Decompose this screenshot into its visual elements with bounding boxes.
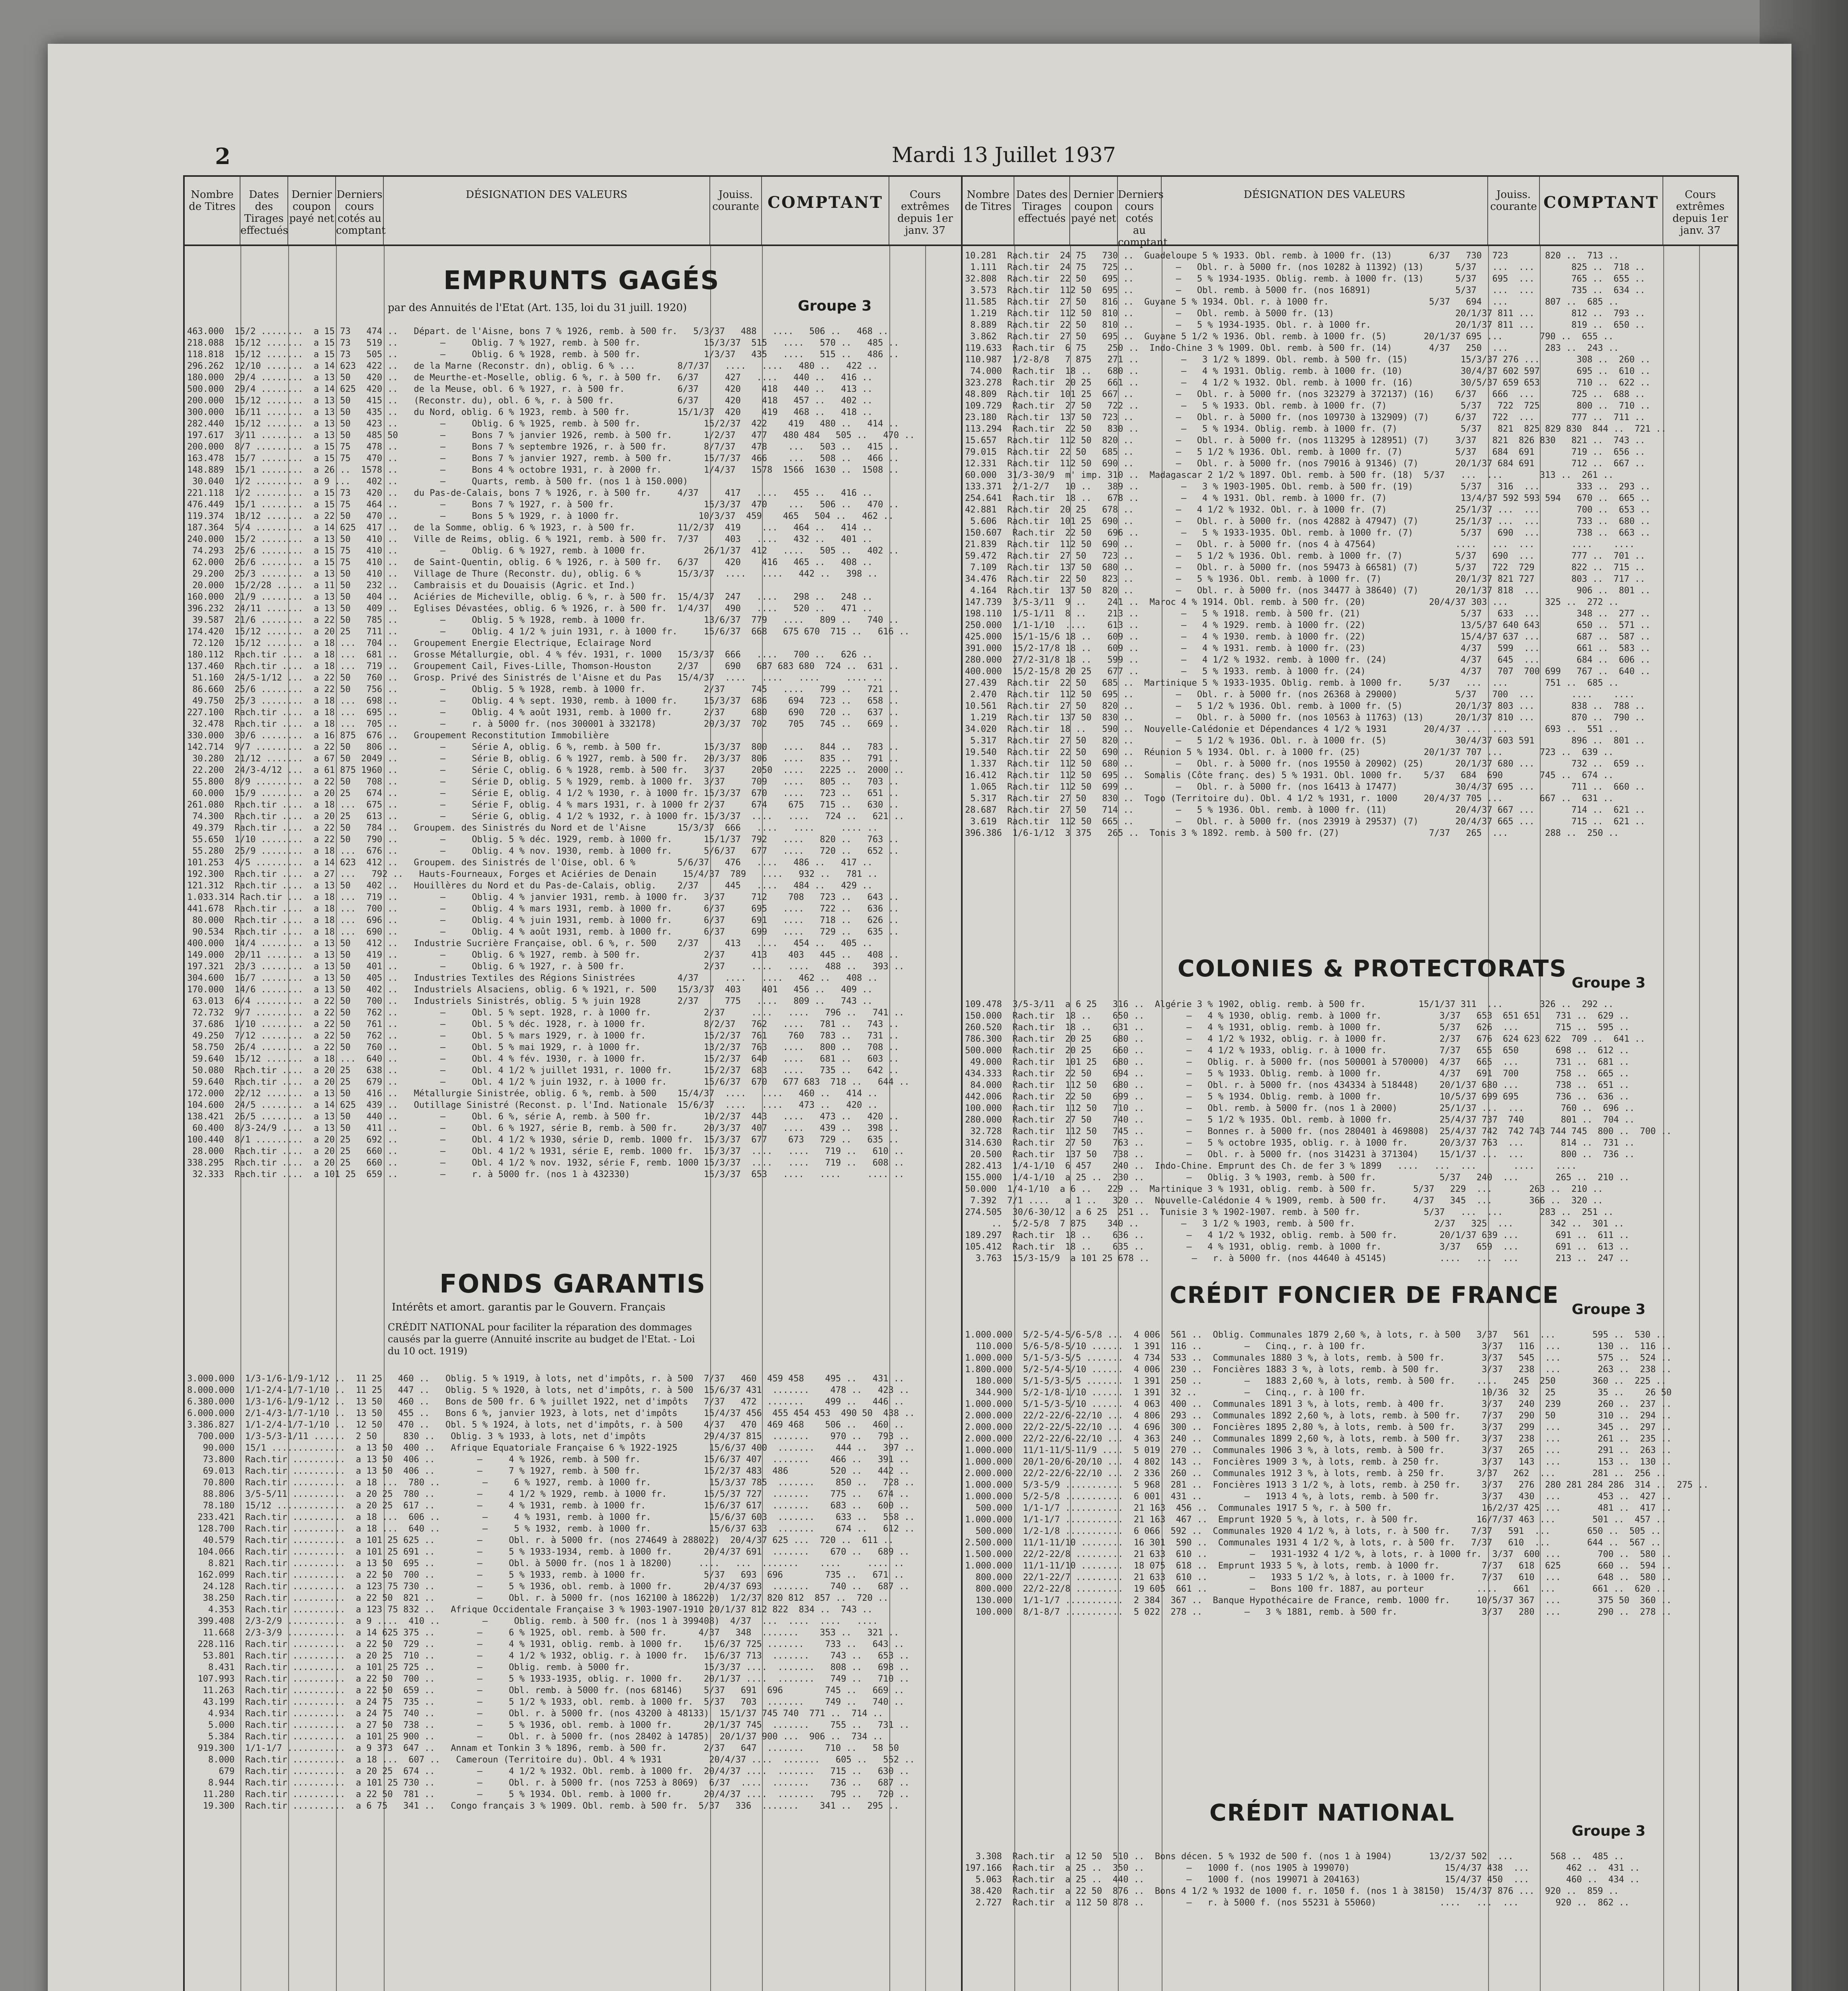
listing-row: 4.934 Rach.tir .......... a 24 75 740 .. — Obl. r. à 5000 fr. (nos 43200 à 48133) 15/1/37 745 740 771 .. 714 .. [187, 1709, 883, 1719]
col-designation-r: DÉSIGNATION DES VALEURS [1162, 177, 1488, 244]
listing-row: 5.317 Rach.tir 27 50 820 .. — 5 1/2 % 1936. Obl. r. à 1000 fr. (5) 30/4/37 603 591 896 .. 801 .. [965, 736, 1645, 746]
listing-row: 679 Rach.tir .......... a 20 25 674 .. — 4 1/2 % 1932. Obl. remb. à 1000 fr. 20/4/37 .... ....... 715 .. 630 .. [187, 1766, 910, 1776]
listing-row: 29.200 25/3 ........ a 13 50 410 .. Village de Thure (Reconstr. du), oblig. 6 % 15/3/37 .... .... 442 .. 398 .. [187, 569, 878, 579]
listing-row: 8.821 Rach.tir .......... a 13 50 695 .. — Obl. à 5000 fr. (nos 1 à 18200) .... ... ....... .... .... .. [187, 1559, 904, 1569]
listing-row: 197.617 3/11 ........ a 13 50 485 50 — Bons 7 % janvier 1926, remb. à 500 fr. 1/2/37 477 480 484 505 .. 470 .. [187, 430, 915, 440]
listing-row: 69.013 Rach.tir .......... a 13 50 406 .. — 7 % 1927, remb. à 500 fr. 15/2/37 483 486 520 .. 442 .. [187, 1466, 910, 1476]
listing-row: 463.000 15/2 ........ a 15 73 474 .. Départ. de l'Aisne, bons 7 % 1926, remb. à 500 fr. 5/3/37 488 .... 506 .. 468 .. [187, 327, 889, 336]
listing-row: 2.000.000 22/2-22/6-22/10 ... 4 363 240 .. Communales 1899 2,60 %, à lots, remb. à 500 fr. 3/37 238 ... 261 .. 235 .. [965, 1434, 1672, 1444]
listing-row: 16.412 Rach.tir 112 50 695 .. Somalis (Côte franç. des) 5 % 1931. Obl. 1000 fr. 5/37 684 690 745 .. 674 .. [965, 771, 1614, 780]
col-comptant-r: COMPTANT [1540, 177, 1663, 244]
listing-row: 49.250 7/12 ........ a 22 50 762 .. — Obl. 5 % mars 1929, r. à 1000 fr. 15/2/37 761 760 783 .. 731 .. [187, 1031, 899, 1041]
section-title-credit-foncier: CRÉDIT FONCIER DE FRANCE [1170, 1281, 1559, 1308]
listing-row: 19.540 Rach.tir 22 50 690 .. Réunion 5 % 1934. Obl. r. à 1000 fr. (25) 20/1/37 707 ... 723 .. 639 .. [965, 747, 1614, 757]
credit-national-heading: CRÉDIT NATIONAL pour faciliter la réparation des dommages causés par la guerre (Annuité inscrite au budget de l'Etat. - Loi du 10 oct. 1919) [388, 1322, 695, 1357]
listing-row: 8.431 Rach.tir .......... a 101 25 725 .. — Oblig. remb. à 5000 fr. 15/3/37 .... ....... 808 .. 698 .. [187, 1662, 910, 1672]
col-nombre-titres-r: Nombre de Titres [963, 177, 1014, 244]
listing-row: 172.000 22/12 ....... a 13 50 416 .. Métallurgie Sinistrée, oblig. 6 %, remb. à 500 15/4/37 .... .... 460 .. 414 .. [187, 1089, 878, 1099]
listing-row: 28.000 Rach.tir .... a 20 25 660 .. — Obl. 4 1/2 % 1931, série E, remb. 1000 fr. 15/3/37 .... .... 719 .. 610 .. [187, 1146, 904, 1156]
left-listing-block-b [187, 1373, 959, 1991]
listing-row: 344.900 5/2-1/8-1/10 ...... 1 391 32 .. — Cinq., r. à 100 fr. 10/36 32 25 35 .. 26 50 [965, 1388, 1672, 1398]
listing-row: 55.650 1/10 ........ a 22 50 790 .. — Oblig. 5 % déc. 1929, remb. à 1000 fr. 15/1/37 792 .... 820 .. 763 .. [187, 835, 899, 845]
listing-row: 197.166 Rach.tir a 25 .. 350 .. — 1000 f. (nos 1905 à 199070) 15/4/37 438 ... 462 .. 431 .. [965, 1863, 1640, 1873]
listing-row: 73.800 Rach.tir .......... a 13 50 406 .. — 4 % 1926, remb. à 500 fr. 15/6/37 407 ....... 466 .. 391 .. [187, 1455, 910, 1465]
listing-row: 11.668 2/3-3/9 ........... a 14 625 375 .. — 6 % 1925, obl. remb. à 500 fr. 4/37 348 ....... 353 .. 321 .. [187, 1628, 899, 1638]
listing-row: 58.750 26/4 ........ a 22 50 760 .. — Obl. 5 % mai 1929, r. à 1000 fr. 13/2/37 763 .... 800 .. 708 .. [187, 1042, 899, 1052]
listing-row: 49.000 Rach.tir 101 25 680 .. — Oblig. r. à 5000 fr. (nos 500001 à 570000) 4/37 665 ... 731 .. 681 .. [965, 1057, 1629, 1067]
listing-row: 30.040 1/2 ......... a 9 ... 402 .. — Quarts, remb. à 500 fr. (nos 1 à 150.000) [187, 477, 688, 487]
listing-row: 74.000 Rach.tir 18 .. 680 .. — 4 % 1931. Oblig. remb. à 1000 fr. (10) 30/4/37 602 597 695 .. 610 .. [965, 366, 1651, 376]
listing-row: 5.063 Rach.tir a 25 .. 440 .. — 1000 f. (nos 199071 à 204163) 15/4/37 450 ... 460 .. 434 .. [965, 1875, 1640, 1885]
listing-row: 53.801 Rach.tir .......... a 20 25 710 .. — 4 1/2 % 1932, oblig. r. à 1000 fr. 15/6/37 713 ....... 743 .. 653 .. [187, 1651, 910, 1661]
col-dernier-coupon-r: Dernier coupon payé net [1070, 177, 1118, 244]
listing-row: 51.160 24/5-1/12 ... a 22 50 760 .. Grosp. Privé des Sinistrés de l'Aisne et du Pas 15/4/37 .... .... .... .... .. [187, 673, 883, 683]
listing-row: 21.839 Rach.tir 112 50 690 .. — Obl. r. à 5000 fr. (nos 4 à 47564) .... ... ... .... .... [965, 540, 1635, 550]
listing-row: 24.128 Rach.tir .......... a 123 75 730 .. — 5 % 1936, obl. remb. à 1000 fr. 20/4/37 693 ....... 740 .. 687 .. [187, 1582, 910, 1592]
listing-row: 187.364 5/4 ......... a 14 625 417 .. de la Somme, oblig. 6 % 1923, r. à 500 fr. 11/2/37 419 ... 464 .. 414 .. [187, 523, 873, 533]
listing-row: 425.000 15/1-15/6 18 .. 609 .. — 4 % 1930. remb. à 1000 fr. (22) 15/4/37 637 ... 687 .. 587 .. [965, 632, 1651, 642]
listing-row: 10.281 Rach.tir 24 75 730 .. Guadeloupe 5 % 1933. Obl. remb. à 1000 fr. (13) 6/37 730 723 820 .. 713 .. [965, 251, 1619, 261]
listing-row: 5.000 Rach.tir .......... a 27 50 738 .. — 5 % 1936, obl. remb. à 1000 fr. 20/1/37 745 ....... 755 .. 731 .. [187, 1720, 910, 1730]
listing-row: 7.109 Rach.tir 137 50 680 .. — Obl. r. à 5000 fr. (nos 59473 à 66581) (7) 5/37 722 729 822 .. 715 .. [965, 563, 1645, 573]
listing-row: 11.585 Rach.tir 27 50 816 .. Guyane 5 % 1934. Obl. r. à 1000 fr. 5/37 694 ... 807 .. 685 .. [965, 297, 1619, 307]
listing-row: 3.386.827 1/1-2/4-1/7-1/10 .. 12 50 470 .. Obl. 5 % 1924, à lots, net d'impôts, r. à 500 4/37 470 469 468 506 .. 460 .. [187, 1420, 904, 1430]
listing-row: 228.116 Rach.tir .......... a 22 50 729 .. — 4 % 1931, oblig. remb. à 1000 fr. 15/6/37 725 ....... 733 .. 643 .. [187, 1639, 904, 1649]
listing-row: 180.112 Rach.tir .... a 18 ... 681 .. Grosse Métallurgie, obl. 4 % fév. 1931, r. 1000 15/3/37 666 .... 700 .. 626 .. [187, 650, 873, 660]
listing-row: 8.889 Rach.tir 22 50 810 .. — 5 % 1934-1935. Obl. r. à 1000 fr. 20/1/37 811 ... 819 .. 650 .. [965, 320, 1645, 330]
stock-listing-table [183, 175, 1739, 1991]
right-listing-block-d [965, 1851, 1736, 1930]
listing-row: 5.384 Rach.tir .......... a 101 25 900 .. — Obl. r. à 5000 fr. (nos 28402 à 14785) 20/1/37 900 ... 906 .. 734 .. [187, 1732, 883, 1742]
listing-row: 1.000.000 11/1-11/10 ........ 18 075 618 .. Emprunt 1933 5 %, à lots, remb. à 1000 fr. 7/37 618 625 660 .. 594 .. [965, 1561, 1672, 1571]
right-listing-block-b [965, 999, 1736, 1277]
listing-row: 442.006 Rach.tir 22 50 699 .. — 5 % 1934. Oblig. remb. à 1000 fr. 10/5/37 699 695 736 .. 636 .. [965, 1092, 1629, 1102]
listing-row: 180.000 29/4 ........ a 13 50 420 .. de Meurthe-et-Moselle, oblig. 6 %, r. à 500 fr. 6/37 427 .... 440 .. 416 .. [187, 373, 873, 383]
listing-row: 4.353 Rach.tir .......... a 123 75 832 .. Afrique Occidentale Française 3 % 1903-1907-1910 20/1/37 812 822 834 .. 743 .. [187, 1605, 873, 1615]
listing-row: 101.253 4/5 ......... a 14 623 412 .. Groupem. des Sinistrés de l'Oise, obl. 6 % 5/6/37 476 .... 486 .. 417 .. [187, 858, 873, 868]
listing-row: 100.000 Rach.tir 112 50 710 .. — Obl. remb. à 5000 fr. (nos 1 à 2000) 25/1/37 ... ... 760 .. 696 .. [965, 1103, 1635, 1113]
listing-row: 2.727 Rach.tir a 112 50 878 .. — r. à 5000 f. (nos 55231 à 55060) .... ... ... 920 .. 862 .. [965, 1898, 1629, 1908]
col-jouiss-r: Jouiss. courante [1488, 177, 1540, 244]
listing-row: 150.000 Rach.tir 18 .. 650 .. — 4 % 1930, oblig. remb. à 1000 fr. 3/37 653 651 651 731 .. 629 .. [965, 1011, 1629, 1021]
listing-row: 34.476 Rach.tir 22 50 823 .. — 5 % 1936. Obl. remb. à 1000 fr. (7) 20/1/37 821 727 803 .. 717 .. [965, 574, 1645, 584]
listing-row: 38.250 Rach.tir .......... a 22 50 821 .. — Obl. r. à 5000 fr. (nos 162100 à 186220) 1/2/37 820 812 857 .. 720 .. [187, 1593, 889, 1603]
listing-row: 240.000 15/2 ........ a 13 50 410 .. Ville de Reims, oblig. 6 % 1921, remb. à 500 fr. 7/37 403 .... 432 .. 401 .. [187, 534, 873, 544]
listing-row: 200.000 8/7 ......... a 15 75 478 .. — Bons 7 % septembre 1926, r. à 500 fr. 8/7/37 478 ... 503 .. 415 .. [187, 442, 899, 452]
listing-row: 20.500 Rach.tir 137 50 738 .. — Obl. r. à 5000 fr. (nos 314231 à 371304) 15/1/37 ... ... 800 .. 736 .. [965, 1150, 1635, 1160]
listing-row: 1.000.000 5/1-5/3-5/5 ....... 4 734 533 .. Communales 1880 3 %, à lots, remb. à 500 fr. 3/37 545 ... 575 .. 524 .. [965, 1353, 1672, 1363]
listing-row: 2.000.000 22/2-22/6-22/10 ... 2 336 260 .. Communales 1912 3 %, à lots, remb. à 250 fr. 3/37 262 ... 281 .. 256 .. [965, 1469, 1666, 1479]
listing-row: 2.000.000 22/2-22/6-22/10 ... 4 806 293 .. Communales 1892 2,60 %, à lots, remb. à 500 fr. 7/37 290 50 310 .. 294 .. [965, 1411, 1672, 1421]
listing-row: 434.333 Rach.tir 22 50 694 .. — 5 % 1933. Oblig. remb. à 1000 fr. 4/37 691 700 758 .. 665 .. [965, 1069, 1629, 1079]
listing-row: 391.000 15/2-17/8 18 .. 609 .. — 4 % 1931. remb. à 1000 fr. (23) 4/37 599 ... 661 .. 583 .. [965, 643, 1651, 653]
listing-row: 110.987 1/2-8/8 7 875 271 .. — 3 1/2 % 1899. Obl. remb. à 500 fr. (15) 15/3/37 276 ... 308 .. 260 .. [965, 355, 1651, 365]
listing-row: 74.293 25/6 ........ a 15 75 410 .. — Oblig. 6 % 1927, remb. à 1000 fr. 26/1/37 412 .... 505 .. 402 .. [187, 546, 899, 556]
listing-row: 1.219 Rach.tir 112 50 810 .. — Obl. remb. à 5000 fr. (13) 20/1/37 811 ... 812 .. 793 .. [965, 309, 1645, 319]
col-designation: DÉSIGNATION DES VALEURS [384, 177, 710, 244]
listing-row: 137.460 Rach.tir .... a 18 ... 719 .. Groupement Cail, Fives-Lille, Thomson-Houston 2/37 690 687 683 680 724 .. 631 .. [187, 661, 899, 671]
listing-row: 121.312 Rach.tir .... a 13 50 402 .. Houillères du Nord et du Pas-de-Calais, oblig. 2/37 445 .... 484 .. 429 .. [187, 881, 873, 891]
listing-row: 62.000 26/6 ........ a 15 75 410 .. de Saint-Quentin, oblig. 6 % 1926, r. à 500 fr. 6/37 420 416 465 .. 408 .. [187, 557, 873, 567]
listing-row: 274.505 30/6-30/12 a 6 25 251 .. Tunisie 3 % 1902-1907. remb. à 500 fr. 5/37 ... ... 283 .. 251 .. [965, 1207, 1614, 1217]
listing-row: 55.800 8/9 ......... a 22 50 708 .. — Série D, oblig. 5 % 1929, remb. à 1000 fr. 3/37 709 .... 805 .. 703 .. [187, 777, 899, 787]
left-column-headers [185, 177, 961, 246]
listing-row: 1.000.000 20/1-20/6-20/10 ... 4 802 143 .. Foncières 1909 3 %, à lots, remb. à 250 fr. 3/37 143 ... 153 .. 130 .. [965, 1457, 1672, 1467]
listing-row: 138.421 26/5 ........ a 13 50 440 .. — Obl. 6 %, série A, remb. à 500 fr. 10/2/37 443 .... 473 .. 420 .. [187, 1112, 899, 1122]
listing-row: 22.200 24/3-4/12 ... a 61 875 1960 .. — Série C, oblig. 6 % 1928, remb. à 500 fr. 3/37 2050 .... 2225 .. 2000 .. [187, 765, 904, 775]
listing-row: 300.000 16/11 ....... a 13 50 435 .. du Nord, oblig. 6 % 1923, remb. à 500 fr. 15/1/37 420 419 468 .. 418 .. [187, 407, 873, 417]
listing-row: 84.000 Rach.tir 112 50 680 .. — Obl. r. à 5000 fr. (nos 434334 à 518448) 20/1/37 680 ... 738 .. 651 .. [965, 1080, 1629, 1090]
listing-row: 192.300 Rach.tir .... a 27 ... 792 .. Hauts-Fourneaux, Forges et Aciéries de Denain 15/4/37 789 .... 932 .. 781 .. [187, 869, 878, 879]
listing-row: 50.000 1/4-1/10 a 6 .. 229 .. Martinique 3 % 1931, oblig. remb. à 500 fr. 5/37 229 ... 263 .. 210 .. [965, 1184, 1603, 1194]
listing-row: 200.000 15/12 ....... a 13 50 415 .. (Reconstr. du), obl. 6 %, r. à 500 fr. 6/37 420 418 457 .. 402 .. [187, 396, 873, 406]
listing-row: 500.000 1/1-1/7 ........... 21 163 456 .. Communales 1917 5 %, r. à 500 fr. 16/2/37 425 ... 481 .. 417 .. [965, 1503, 1672, 1513]
listing-row: 6.000.000 2/1-4/3-1/7-1/10 .. 13 50 455 .. Bons 6 %, janvier 1923, à lots, net d'impôts 15/4/37 456 455 454 453 490 50 438 .. [187, 1408, 915, 1418]
listing-row: 49.750 25/3 ........ a 18 ... 698 .. — Oblig. 4 % sept. 1930, remb. à 1000 fr. 15/3/37 686 694 723 .. 658 .. [187, 696, 899, 706]
listing-row: 100.000 8/1-8/7 ........... 5 022 278 .. — 3 % 1881, remb. à 500 fr. 3/37 280 ... 290 .. 278 .. [965, 1607, 1672, 1617]
col-derniers-cours: Derniers cours cotés au comptant [336, 177, 384, 244]
listing-row: 10.561 Rach.tir 27 50 820 .. — 5 1/2 % 1936. Obl. remb. à 1000 fr. (5) 20/1/37 803 ... 838 .. 788 .. [965, 701, 1645, 711]
listing-row: 260.520 Rach.tir 18 .. 631 .. — 4 % 1931, oblig. remb. à 1000 fr. 5/37 626 ... 715 .. 595 .. [965, 1023, 1629, 1033]
listing-row: 147.739 3/5-3/11 9 .. 241 .. Maroc 4 % 1914. Obl. remb. à 500 fr. (20) 20/4/37 303 ... 325 .. 272 .. [965, 597, 1619, 607]
listing-row: 30.280 21/12 ....... a 67 50 2049 .. — Série B, oblig. 6 % 1927, remb. à 500 fr. 20/3/37 806 .... 835 .. 791 .. [187, 754, 899, 764]
listing-row: 1.337 Rach.tir 112 50 680 .. — Obl. r. à 5000 fr. (nos 19550 à 20902) (25) 20/1/37 680 ... 732 .. 659 .. [965, 759, 1645, 769]
listing-row: 700.000 1/3-5/3-1/11 ...... 2 50 830 .. Oblig. 3 % 1933, à lots, net d'impôts 29/4/37 815 ....... 970 .. 793 .. [187, 1432, 910, 1441]
listing-row: 400.000 15/2-15/8 20 25 677 .. — 5 % 1933. remb. à 1000 fr. (24) 4/37 707 700 699 767 .. 640 .. [965, 667, 1651, 677]
right-half [963, 177, 1737, 1991]
listing-row: 786.300 Rach.tir 20 25 680 .. — 4 1/2 % 1932, oblig. r. à 1000 fr. 2/37 676 624 623 622 709 .. 641 .. [965, 1034, 1645, 1044]
listing-row: 5.606 Rach.tir 101 25 690 .. — Obl. r. à 5000 fr. (nos 42882 à 47947) (7) 25/1/37 ... ... 733 .. 680 .. [965, 516, 1651, 526]
listing-row: 1.000.000 1/1-1/7 ........... 21 163 467 .. Emprunt 1920 5 %, à lots, r. à 500 fr. 16/7/37 463 ... 501 .. 457 .. [965, 1515, 1666, 1525]
listing-row: 50.080 Rach.tir .... a 20 25 638 .. — Obl. 4 1/2 % juillet 1931, r. 1000 fr. 15/2/37 683 .... 735 .. 642 .. [187, 1066, 899, 1076]
listing-row: 919.300 1/1-1/7 ........... a 9 373 647 .. Annam et Tonkin 3 % 1896, remb. à 500 fr. 2/37 647 ....... 710 .. 58 50 [187, 1743, 899, 1753]
listing-row: 1.219 Rach.tir 137 50 830 .. — Obl. r. à 5000 fr. (nos 10563 à 11763) (13) 20/1/37 810 ... 870 .. 790 .. [965, 713, 1645, 723]
listing-row: 800.000 22/1-22/7 ......... 21 633 610 .. — 1933 5 1/2 %, à lots, r. à 1000 fr. 7/37 610 ... 648 .. 580 .. [965, 1572, 1672, 1582]
listing-row: 280.000 27/2-31/8 18 .. 599 .. — 4 1/2 % 1932. remb. à 1000 fr. (24) 4/37 645 ... 684 .. 606 .. [965, 655, 1651, 665]
listing-row: 55.280 25/9 ........ a 18 ... 676 .. — Oblig. 4 % nov. 1930, remb. à 1000 fr. 5/6/37 677 .... 720 .. 652 .. [187, 846, 899, 856]
listing-row: 133.371 2/1-2/7 10 .. 389 .. — 3 % 1903-1905. Obl. remb. à 500 fr. (19) 5/37 316 ... 333 .. 293 .. [965, 482, 1651, 492]
listing-row: 59.640 15/12 ....... a 18 ... 640 .. — Obl. 4 % fév. 1930, r. à 1000 fr. 15/2/37 640 .... 681 .. 603 .. [187, 1054, 899, 1064]
listing-row: 107.993 Rach.tir .......... a 22 50 700 .. — 5 % 1933-1935, oblig. r. 1000 fr. 20/1/37 .... ....... 749 .. 710 .. [187, 1674, 910, 1684]
listing-row: 128.700 Rach.tir .......... a 18 ... 640 .. — 5 % 1932, remb. à 1000 fr. 15/6/37 633 ....... 674 .. 612 .. [187, 1524, 915, 1534]
col-cours-extremes-r: Cours extrêmes depuis 1er janv. 37 [1672, 189, 1728, 237]
listing-row: 3.573 Rach.tir 112 50 695 .. — Obl. remb. à 5000 fr. (nos 16891) 5/37 ... ... 735 .. 634 .. [965, 286, 1645, 295]
listing-row: 1.065 Rach.tir 112 50 699 .. — Obl. r. à 5000 fr. (nos 16413 à 17477) 30/4/37 695 ... 711 .. 660 .. [965, 782, 1645, 792]
listing-row: 6.380.000 1/3-1/6-1/9-1/12 .. 13 50 460 .. Bons de 500 fr. 6 % juillet 1922, net d'impôts 7/37 472 ....... 499 .. 446 .. [187, 1397, 904, 1407]
listing-row: 150.607 Rach.tir 22 50 696 .. — 5 % 1933-1935. Obl. remb. à 1000 fr. (7) 5/37 690 ... 738 .. 663 .. [965, 528, 1651, 538]
listing-row: 12.331 Rach.tir 112 50 690 .. — Obl. r. à 5000 fr. (nos 79016 à 91346) (7) 20/1/37 684 691 712 .. 667 .. [965, 459, 1645, 469]
listing-row: 15.657 Rach.tir 112 50 820 .. — Obl. r. à 5000 fr. (nos 113295 à 128951) (7) 3/37 821 826 830 821 .. 743 .. [965, 436, 1645, 446]
listing-row: 104.066 Rach.tir .......... a 101 25 691 .. — 5 % 1933-1934, remb. à 1000 fr. 20/4/37 691 ....... 670 .. 689 .. [187, 1547, 910, 1557]
listing-row: 60.400 8/3-24/9 .... a 13 50 411 .. — Obl. 6 % 1927, série B, remb. à 500 fr. 20/3/37 407 .... 439 .. 398 .. [187, 1123, 899, 1133]
listing-row: 2.000.000 22/2-22/5-22/10 ... 4 696 300 .. Foncières 1895 2,80 %, à lots, remb. à 500 fr. 3/37 299 ... 345 .. 297 .. [965, 1422, 1672, 1432]
listing-row: 218.088 15/12 ....... a 15 73 519 .. — Oblig. 7 % 1927, remb. à 500 fr. 15/3/37 515 .... 570 .. 485 .. [187, 338, 899, 348]
listing-row: 170.000 14/6 ........ a 13 50 402 .. Industriels Alsaciens, oblig. 6 % 1921, r. 500 15/3/37 403 401 456 .. 409 .. [187, 985, 873, 995]
listing-row: 296.262 12/10 ....... a 14 623 422 .. de la Marne (Reconstr. dn), oblig. 6 % ... 8/7/37 .... .... 480 .. 422 .. [187, 361, 878, 371]
listing-row: 163.478 15/7 ........ a 15 75 470 .. — Bons 7 % janvier 1927, remb. à 500 fr. 15/7/37 466 ... 508 .. 466 .. [187, 454, 899, 464]
listing-row: 88.806 3/5-5/11 .......... a 20 25 780 .. — 4 1/2 % 1929, remb. à 1000 fr. 15/5/37 727 ....... 775 .. 674 .. [187, 1489, 910, 1499]
listing-row: 104.600 24/5 ........ a 14 625 439 .. Outillage Sinistré (Reconst. p. l'Ind. Nationale 15/6/37 .... .... 473 .. 420 .. [187, 1100, 878, 1110]
listing-row: 90.000 15/1 .............. a 13 50 400 .. Afrique Equatoriale Française 6 % 1922-1925 15/6/37 400 ....... 444 .. 397 .. [187, 1443, 915, 1453]
listing-row: 149.000 20/11 ....... a 13 50 419 .. — Oblig. 6 % 1927, remb. à 500 fr. 2/37 413 403 445 .. 408 .. [187, 950, 899, 960]
listing-row: 90.534 Rach.tir .... a 18 ... 690 .. — Oblig. 4 % août 1931, remb. à 1000 fr. 6/37 699 .... 729 .. 635 .. [187, 927, 899, 937]
listing-row: 34.020 Rach.tir 18 .. 590 .. Nouvelle-Calédonie et Dépendances 4 1/2 % 1931 20/4/37 ... ... 693 .. 551 .. [965, 724, 1619, 734]
listing-row: 250.000 1/1-1/10 .... 613 .. — 4 % 1929. remb. à 1000 fr. (22) 13/5/37 640 643 650 .. 571 .. [965, 620, 1651, 630]
listing-row: 2.470 Rach.tir 112 50 695 .. — Obl. r. à 5000 fr. (nos 26368 à 29000) 5/37 700 ... .... .... [965, 690, 1635, 700]
left-half [185, 177, 963, 1991]
listing-row: 1.000.000 5/2-5/4-5/6-5/8 ... 4 006 561 .. Oblig. Communales 1879 2,60 %, à lots, r. à 500 3/37 561 ... 595 .. 530 .. [965, 1330, 1666, 1340]
listing-row: 3.000.000 1/3-1/6-1/9-1/12 .. 11 25 460 .. Oblig. 5 % 1919, à lots, net d'impôts, r. à 500 7/37 460 459 458 495 .. 431 .. [187, 1374, 904, 1384]
listing-row: 60.000 15/9 ........ a 20 25 674 .. — Série E, oblig. 4 1/2 % 1930, r. à 1000 fr. 15/3/37 670 .... 723 .. 651 .. [187, 788, 899, 798]
col-cours-extremes: Cours extrêmes depuis 1er janv. 37 [897, 189, 953, 237]
right-listing-block-a [965, 250, 1736, 947]
listing-row: 233.421 Rach.tir .......... a 18 ... 606 .. — 4 % 1931, remb. à 1000 fr. 15/6/37 603 ....... 633 .. 558 .. [187, 1512, 915, 1522]
col-nombre-titres: Nombre de Titres [185, 177, 240, 244]
listing-row: 100.440 8/1 ......... a 20 25 692 .. — Obl. 4 1/2 % 1930, série D, remb. 1000 fr. 15/3/37 677 673 729 .. 635 .. [187, 1135, 899, 1145]
listing-row: 282.413 1/4-1/10 6 457 240 .. Indo-Chine. Emprunt des Ch. de fer 3 % 1899 .... ... ... .... .... [965, 1161, 1577, 1171]
listing-row: 180.000 5/1-5/3-5/5 ....... 1 391 250 .. — 1883 2,60 %, à lots, remb. à 500 fr. .... 245 250 360 .. 225 .. [965, 1376, 1666, 1386]
listing-row: 5.317 Rach.tir 27 50 830 .. Togo (Territoire du). Obl. 4 1/2 % 1931, r. 1000 20/4/37 705 ... 667 .. 631 .. [965, 794, 1614, 804]
listing-row: 3.619 Rach.tir 112 50 665 .. — Obl. r. à 5000 fr. (nos 23919 à 29537) (7) 20/4/37 665 ... 715 .. 621 .. [965, 817, 1645, 827]
listing-row: 197.321 23/3 ........ a 13 50 401 .. — Oblig. 6 % 1927, r. à 500 fr. 2/37 .... .... 488 .. 393 .. [187, 962, 904, 972]
listing-row: 400.000 14/4 ........ a 13 50 412 .. Industrie Sucrière Française, obl. 6 %, r. 500 2/37 413 .... 454 .. 405 .. [187, 939, 873, 949]
right-column-headers [963, 177, 1737, 246]
section-title-emprunts-gages: EMPRUNTS GAGÉS [443, 266, 720, 295]
col-jouiss: Jouiss. courante [710, 177, 762, 244]
listing-row: 3.308 Rach.tir a 12 50 510 .. Bons décen. 5 % 1932 de 500 f. (nos 1 à 1904) 13/2/37 502 ... 568 .. 485 .. [965, 1852, 1624, 1862]
listing-row: 3.862 Rach.tir 27 50 695 .. Guyane 5 1/2 % 1936. Obl. remb. à 1000 fr. (5) 20/1/37 695 ... 790 .. 655 .. [965, 332, 1614, 342]
listing-row: 500.000 Rach.tir 20 25 660 .. — 4 1/2 % 1933, oblig. r. à 1000 fr. 7/37 655 650 698 .. 612 .. [965, 1046, 1629, 1056]
listing-row: 221.118 1/2 ......... a 15 73 420 .. du Pas-de-Calais, bons 7 % 1926, r. à 500 fr. 4/37 417 .... 455 .. 416 .. [187, 488, 873, 498]
listing-row: 19.300 Rach.tir .......... a 6 75 341 .. Congo français 3 % 1909. Obl. remb. à 500 fr. 5/37 336 ....... 341 .. 295 .. [187, 1801, 899, 1811]
listing-row: 70.800 Rach.tir .......... a 18 ... 780 .. — 6 % 1927, remb. à 1000 fr. 15/3/37 785 ....... 850 .. 728 .. [187, 1478, 915, 1488]
listing-row: 118.818 15/12 ....... a 15 73 505 .. — Oblig. 6 % 1928, remb. à 500 fr. 1/3/37 435 .... 515 .. 486 .. [187, 350, 899, 360]
listing-row: 254.641 Rach.tir 18 .. 678 .. — 4 % 1931. Obl. remb. à 1000 fr. (7) 13/4/37 592 593 594 670 .. 665 .. [965, 493, 1651, 503]
listing-row: 63.013 6/4 ......... a 22 50 700 .. Industriels Sinistrés, oblig. 5 % juin 1928 2/37 775 .... 809 .. 743 .. [187, 996, 873, 1006]
listing-row: 476.449 15/1 ........ a 15 75 464 .. — Bons 7 % 1927, r. à 500 fr. 15/3/37 470 ... 506 .. 470 .. [187, 500, 899, 510]
section-title-fonds-garantis: FONDS GARANTIS [440, 1269, 706, 1299]
listing-row: 7.392 7/1 .... a 1 .. 320 .. Nouvelle-Calédonie 4 % 1909, remb. à 500 fr. 4/37 345 ... 366 .. 320 .. [965, 1196, 1603, 1206]
listing-row: 109.729 Rach.tir 27 50 722 .. — 5 % 1933. Obl. remb. à 1000 fr. (7) 5/37 722 725 800 .. 710 .. [965, 401, 1651, 411]
group-label-credit-national: Groupe 3 [1572, 1823, 1646, 1839]
listing-row: 396.232 24/11 ....... a 13 50 409 .. Eglises Dévastées, oblig. 6 % 1926, r. à 500 fr. 1/4/37 490 .... 520 .. 471 .. [187, 604, 873, 614]
listing-row: 4.164 Rach.tir 137 50 820 .. — Obl. r. à 5000 fr. (nos 34477 à 38640) (7) 20/1/37 818 ... 906 .. 801 .. [965, 586, 1651, 596]
listing-row: 1.111 Rach.tir 24 75 725 .. — Obl. r. à 5000 fr. (nos 10282 à 11392) (13) 5/37 ... ... 825 .. 718 .. [965, 262, 1645, 272]
listing-row: .. 5/2-5/8 7 875 340 .. — 3 1/2 % 1903, remb. à 500 fr. 2/37 325 ... 342 .. 301 .. [965, 1219, 1624, 1229]
listing-row: 227.100 Rach.tir .... a 18 ... 695 .. — Oblig. 4 % août 1931, remb. à 1000 fr. 2/37 680 690 720 .. 637 .. [187, 708, 899, 718]
listing-row: 8.000.000 1/1-2/4-1/7-1/10 .. 11 25 447 .. Oblig. 5 % 1920, à lots, net d'impôts, r. à 500 15/6/37 431 ....... 478 .. 423 .. [187, 1385, 910, 1395]
listing-row: 304.600 16/7 ........ a 13 50 405 .. Industries Textiles des Régions Sinistrées 4/37 .... .... 462 .. 408 .. [187, 973, 878, 983]
page-date: Mardi 13 Juillet 1937 [892, 143, 1116, 167]
listing-row: 74.300 Rach.tir .... a 20 25 613 .. — Série G, oblig. 4 1/2 % 1932, r. à 1000 fr. 15/3/37 .... .... 724 .. 621 .. [187, 812, 904, 821]
section-subtitle-emprunts-gages: par des Annuités de l'Etat (Art. 135, loi du 31 juill. 1920) [388, 302, 687, 314]
listing-row: 86.660 25/6 ........ a 22 50 756 .. — Oblig. 5 % 1928, remb. à 1000 fr. 2/37 745 .... 799 .. 721 .. [187, 685, 899, 694]
listing-row: 1.000.000 5/1-5/3-5/10 ...... 4 063 400 .. Communales 1891 3 %, à lots, remb. à 400 fr. 3/37 240 239 260 .. 237 .. [965, 1399, 1672, 1409]
group-label-credit-foncier: Groupe 3 [1572, 1301, 1646, 1318]
listing-row: 3.763 15/3-15/9 a 101 25 678 .. — r. à 5000 fr. (nos 44640 à 45145) .... ... ... 213 .. 247 .. [965, 1254, 1629, 1263]
listing-row: 32.728 Rach.tir 112 50 745 .. — Bonnes r. à 5000 fr. (nos 280401 à 469808) 25/4/37 742 742 743 744 745 800 .. 700 .. [965, 1127, 1672, 1136]
listing-row: 32.808 Rach.tir 22 50 695 .. — 5 % 1934-1935. Oblig. remb. à 1000 fr. (13) 5/37 695 ... 765 .. 655 .. [965, 274, 1645, 284]
listing-row: 105.412 Rach.tir 18 .. 635 .. — 4 % 1931, oblig. remb. à 1000 fr. 3/37 659 ... 691 .. 613 .. [965, 1242, 1629, 1252]
listing-row: 1.000.000 11/1-11/5-11/9 .... 5 019 270 .. Communales 1906 3 %, à lots, remb. à 500 fr. 3/37 265 ... 291 .. 263 .. [965, 1445, 1672, 1455]
listing-row: 72.732 9/7 ......... a 22 50 762 .. — Obl. 5 % sept. 1928, r. à 1000 fr. 2/37 .... .... 796 .. 741 .. [187, 1008, 904, 1018]
listing-row: 155.000 1/4-1/10 a 25 .. 230 .. — Oblig. 3 % 1903, remb. à 500 fr. 5/37 240 ... 265 .. 210 .. [965, 1173, 1629, 1183]
col-dates-tirages: Dates des Tirages effectués [240, 177, 288, 244]
listing-row: 399.408 2/3-2/9 ........... a 9 .... 410 .. — Oblig. remb. à 500 fr. (nos 1 à 399408) 4/37 ... .... .... .... [187, 1616, 878, 1626]
listing-row: 28.687 Rach.tir 27 50 714 .. — 5 % 1936. Obl. remb. à 1000 fr. (11) 20/4/37 667 ... 714 .. 621 .. [965, 805, 1645, 815]
listing-row: 23.180 Rach.tir 137 50 723 .. — Obl. r. à 5000 fr. (nos 109730 à 132909) (7) 6/37 722 ... 777 .. 711 .. [965, 413, 1645, 422]
col-derniers-cours-r: Derniers cours cotés au comptant [1118, 177, 1162, 244]
listing-row: 80.000 Rach.tir .... a 18 ... 696 .. — Oblig. 4 % juin 1931, remb. à 1000 fr. 6/37 691 .... 718 .. 626 .. [187, 915, 899, 925]
listing-row: 160.000 21/9 ........ a 13 50 404 .. Aciéries de Micheville, oblig. 6 %, r. à 500 fr. 15/4/37 247 .... 298 .. 248 .. [187, 592, 873, 602]
listing-row: 60.000 31/3-30/9 m' imp. 310 .. Madagascar 2 1/2 % 1897. Obl. remb. à 500 fr. (18) 5/37 ... ... 313 .. 261 .. [965, 470, 1614, 480]
listing-row: 8.944 Rach.tir .......... a 101 25 730 .. — Obl. r. à 5000 fr. (nos 7253 à 8069) 6/37 .... ....... 736 .. 687 .. [187, 1778, 910, 1788]
listing-row: 282.440 15/12 ....... a 13 50 423 .. — Oblig. 6 % 1925, remb. à 500 fr. 15/2/37 422 419 480 .. 414 .. [187, 419, 899, 429]
listing-row: 1.500.000 22/2-22/8 ......... 21 633 610 .. — 1931-1932 4 1/2 %, à lots, r. à 1000 fr. 3/37 600 ... 700 .. 580 .. [965, 1549, 1672, 1559]
listing-row: 198.110 1/5-1/11 8 .. 213 .. — 5 % 1918. remb. à 500 fr. (21) 5/37 633 ... 348 .. 277 .. [965, 609, 1651, 619]
listing-row: 1.000.000 5/3-5/9 ........... 5 968 281 .. Foncières 1913 3 1/2 %, à lots, remb. à 250 fr. 3/37 276 280 281 284 286 314 .. 275 .. [965, 1480, 1709, 1490]
listing-row: 48.809 Rach.tir 101 25 667 .. — Obl. r. à 5000 fr. (nos 323279 à 372137) (16) 6/37 666 ... 725 .. 688 .. [965, 389, 1645, 399]
listing-row: 20.000 15/2/28 ..... a 11 50 232 .. Cambraisis et du Douaisis (Agric. et Ind.) [187, 581, 635, 591]
listing-row: 59.640 Rach.tir .... a 20 25 679 .. — Obl. 4 1/2 % juin 1932, r. à 1000 fr. 15/6/37 670 677 683 718 .. 644 .. [187, 1077, 910, 1087]
listing-row: 338.295 Rach.tir .... a 20 25 660 .. — Obl. 4 1/2 % nov. 1932, série F, remb. 1000 15/3/37 .... .... 719 .. 608 .. [187, 1158, 904, 1168]
listing-row: 189.297 Rach.tir 18 .. 636 .. — 4 1/2 % 1932, oblig. remb. à 500 fr. 20/1/37 639 ... 691 .. 611 .. [965, 1230, 1629, 1240]
listing-row: 32.333 Rach.tir .... a 101 25 659 .. — r. à 5000 fr. (nos 1 à 432330) 15/3/37 653 .... .... .... .. [187, 1170, 904, 1179]
listing-row: 119.374 18/12 ....... a 22 50 470 .. — Bons 5 % 1929, r. à 1000 fr. 10/3/37 459 465 504 .. 462 .. [187, 511, 894, 521]
listing-row: 79.015 Rach.tir 22 50 685 .. — 5 1/2 % 1936. Obl. remb. à 1000 fr. (7) 5/37 684 691 719 .. 656 .. [965, 447, 1645, 457]
page-header [215, 143, 1752, 171]
section-title-colonies: COLONIES & PROTECTORATS [1178, 955, 1567, 982]
group-label-colonies: Groupe 3 [1572, 975, 1646, 991]
listing-row: 43.199 Rach.tir .......... a 24 75 735 .. — 5 1/2 % 1933, obl. remb. à 1000 fr. 5/37 703 ....... 749 .. 740 .. [187, 1697, 904, 1707]
listing-row: 78.180 15/12 ............. a 20 25 617 .. — 4 % 1931, remb. à 1000 fr. 15/6/37 617 ....... 683 .. 600 .. [187, 1501, 910, 1511]
listing-row: 396.386 1/6-1/12 3 375 265 .. Tonis 3 % 1892. remb. à 500 fr. (27) 7/37 265 ... 288 .. 250 .. [965, 828, 1619, 838]
left-listing-block-a [187, 326, 959, 1254]
section-subtitle-fonds-garantis: Intérêts et amort. garantis par le Gouvern. Français [392, 1301, 666, 1313]
listing-row: 119.633 Rach.tir 6 75 250 .. Indo-Chine 3 % 1909. Obl. remb. à 500 fr. (14) 4/37 250 ... 283 .. 243 .. [965, 343, 1619, 353]
listing-row: 40.579 Rach.tir .......... a 101 25 625 .. — Obl. r. à 5000 fr. (nos 274649 à 288022) 20/4/37 625 ... 720 .. 611 .. [187, 1535, 894, 1545]
listing-row: 11.280 Rach.tir .......... a 22 50 781 .. — 5 % 1934. Obl. remb. à 1000 fr. 20/4/37 .... ....... 795 .. 720 .. [187, 1790, 910, 1799]
listing-row: 39.587 21/6 ........ a 22 50 785 .. — Oblig. 5 % 1928, remb. à 1000 fr. 13/6/37 779 .... 809 .. 740 .. [187, 615, 899, 625]
listing-row: 27.439 Rach.tir 22 50 685 .. Martinique 5 % 1933-1935. Oblig. remb. à 1000 fr. 5/37 ... ... 751 .. 685 .. [965, 678, 1619, 688]
listing-row: 130.000 1/1-1/7 ........... 2 384 367 .. Banque Hypothécaire de France, remb. 1000 fr. 10/5/37 367 ... 375 50 360 .. [965, 1596, 1672, 1606]
listing-row: 261.080 Rach.tir .... a 18 ... 675 .. — Série F, oblig. 4 % mars 1931, r. à 1000 fr 2/37 674 675 715 .. 630 .. [187, 800, 899, 810]
listing-row: 142.714 9/7 ......... a 22 50 806 .. — Série A, oblig. 6 %, remb. à 500 fr. 15/3/37 800 .... 844 .. 783 .. [187, 742, 899, 752]
left-body [185, 246, 961, 1991]
listing-row: 1.000.000 5/2-5/8 ........... 6 001 431 .. — 1913 4 %, à lots, remb. à 500 fr. 3/37 430 ... 453 .. 427 .. [965, 1492, 1672, 1502]
listing-row: 59.472 Rach.tir 27 50 723 .. — 5 1/2 % 1936. Obl. remb. à 1000 fr. (7) 5/37 690 ... 777 .. 701 .. [965, 551, 1645, 561]
listing-row: 49.379 Rach.tir .... a 22 50 784 .. Groupem. des Sinistrés du Nord et de l'Aisne 15/3/37 666 .... .... .... .. [187, 823, 878, 833]
right-listing-block-c [965, 1329, 1736, 1791]
page-number: 2 [215, 143, 231, 170]
listing-row: 148.889 15/1 ........ a 26 .. 1578 .. — Bons 4 % octobre 1931, r. à 2000 fr. 1/4/37 1578 1566 1630 .. 1508 .. [187, 465, 899, 475]
listing-row: 110.000 5/6-5/8-5/10 ...... 1 391 116 .. — Cinq., r. à 100 fr. 3/37 116 ... 130 .. 116 .. [965, 1342, 1672, 1351]
listing-row: 330.000 30/6 ........ a 16 875 676 .. Groupement Reconstitution Immobilière [187, 731, 609, 741]
listing-row: 314.630 Rach.tir 27 50 763 .. — 5 % octobre 1935, oblig. r. à 1000 fr. 20/3/37 763 ... 814 .. 731 .. [965, 1138, 1635, 1148]
listing-row: 38.420 Rach.tir a 22 50 876 .. Bons 4 1/2 % 1932 de 1000 f. r. 1050 f. (nos 1 à 38150) 15/4/37 876 ... 920 .. 859 .. [965, 1886, 1619, 1896]
listing-row: 800.000 22/2-22/8 ......... 19 605 661 .. — Bons 100 fr. 1887, au porteur .... 661 ... 661 .. 620 .. [965, 1584, 1666, 1594]
listing-row: 8.000 Rach.tir .......... a 18 ... 607 .. Cameroun (Territoire du). Obl. 4 % 1931 20/4/37 .... ....... 605 .. 552 .. [187, 1755, 915, 1765]
listing-row: 72.120 15/12 ....... a 18 ... 704 .. Groupement Energie Electrique, Eclairage Nord [187, 638, 651, 648]
listing-row: 113.294 Rach.tir 22 50 830 .. — 5 % 1934. Oblig. remb. à 1000 fr. (7) 5/37 821 825 829 830 844 .. 721 .. [965, 424, 1666, 434]
listing-row: 323.278 Rach.tir 20 25 661 .. — 4 1/2 % 1932. Obl. remb. à 1000 fr. (16) 30/5/37 659 653 710 .. 622 .. [965, 378, 1651, 388]
col-dernier-coupon: Dernier coupon payé net [288, 177, 336, 244]
listing-row: 1.033.314 Rach.tir ... a 18 ... 719 .. — Oblig. 4 % janvier 1931, remb. à 1000 fr. 3/37 712 708 723 .. 643 .. [187, 892, 899, 902]
listing-row: 32.478 Rach.tir .... a 18 ... 705 .. — r. à 5000 fr. (nos 300001 à 332178) 20/3/37 702 705 745 .. 669 .. [187, 719, 899, 729]
listing-row: 37.686 1/10 ........ a 22 50 761 .. — Obl. 5 % déc. 1928, r. à 1000 fr. 8/2/37 762 .... 781 .. 743 .. [187, 1019, 899, 1029]
listing-row: 441.678 Rach.tir .... a 18 ... 700 .. — Oblig. 4 % mars 1931, remb. à 1000 fr. 6/37 695 .... 722 .. 636 .. [187, 904, 899, 914]
listing-row: 280.000 Rach.tir 27 50 740 .. — 5 1/2 % 1935. Obl. remb. à 1000 fr. 25/4/37 737 740 801 .. 704 .. [965, 1115, 1635, 1125]
listing-row: 1.800.000 5/2-5/4-5/10 ...... 4 006 230 .. Foncières 1883 3 %, à lots, remb. à 500 fr. 3/37 238 ... 263 .. 238 .. [965, 1365, 1672, 1375]
listing-row: 162.099 Rach.tir .......... a 22 50 700 .. — 5 % 1933, remb. à 1000 fr. 5/37 693 696 735 .. 671 .. [187, 1570, 904, 1580]
right-body [963, 246, 1737, 1991]
col-comptant: COMPTANT [762, 177, 889, 244]
listing-row: 11.263 Rach.tir .......... a 22 50 659 .. — Obl. remb. à 5000 fr. (nos 68146) 5/37 691 696 745 .. 669 .. [187, 1686, 904, 1696]
group-label-emprunts: Groupe 3 [798, 298, 872, 314]
listing-row: 42.881 Rach.tir 20 25 678 .. — 4 1/2 % 1932. Obl. r. à 1000 fr. (7) 25/1/37 ... ... 700 .. 653 .. [965, 505, 1651, 515]
col-dates-tirages-r: Dates des Tirages effectués [1014, 177, 1070, 244]
listing-row: 500.000 1/2-1/8 ........... 6 066 592 .. Communales 1920 4 1/2 %, à lots, r. à 500 fr. 7/37 591 ... 650 .. 505 .. [965, 1526, 1661, 1536]
section-title-credit-national: CRÉDIT NATIONAL [1209, 1799, 1455, 1826]
listing-row: 174.420 15/12 ....... a 20 25 711 .. — Oblig. 4 1/2 % juin 1931, r. à 1000 fr. 15/6/37 668 675 670 715 .. 616 .. [187, 627, 910, 637]
listing-row: 2.500.000 11/1-11/10 ........ 16 301 590 .. Communales 1931 4 1/2 %, à lots, r. à 500 fr. 7/37 610 ... 644 .. 567 .. [965, 1538, 1661, 1548]
listing-row: 500.000 29/4 ........ a 14 625 420 .. de la Meuse, obl. 6 % 1927, r. à 500 fr. 6/37 420 418 440 .. 413 .. [187, 384, 873, 394]
listing-row: 109.478 3/5-3/11 a 6 25 316 .. Algérie 3 % 1902, oblig. remb. à 500 fr. 15/1/37 311 ... 326 .. 292 .. [965, 999, 1614, 1009]
